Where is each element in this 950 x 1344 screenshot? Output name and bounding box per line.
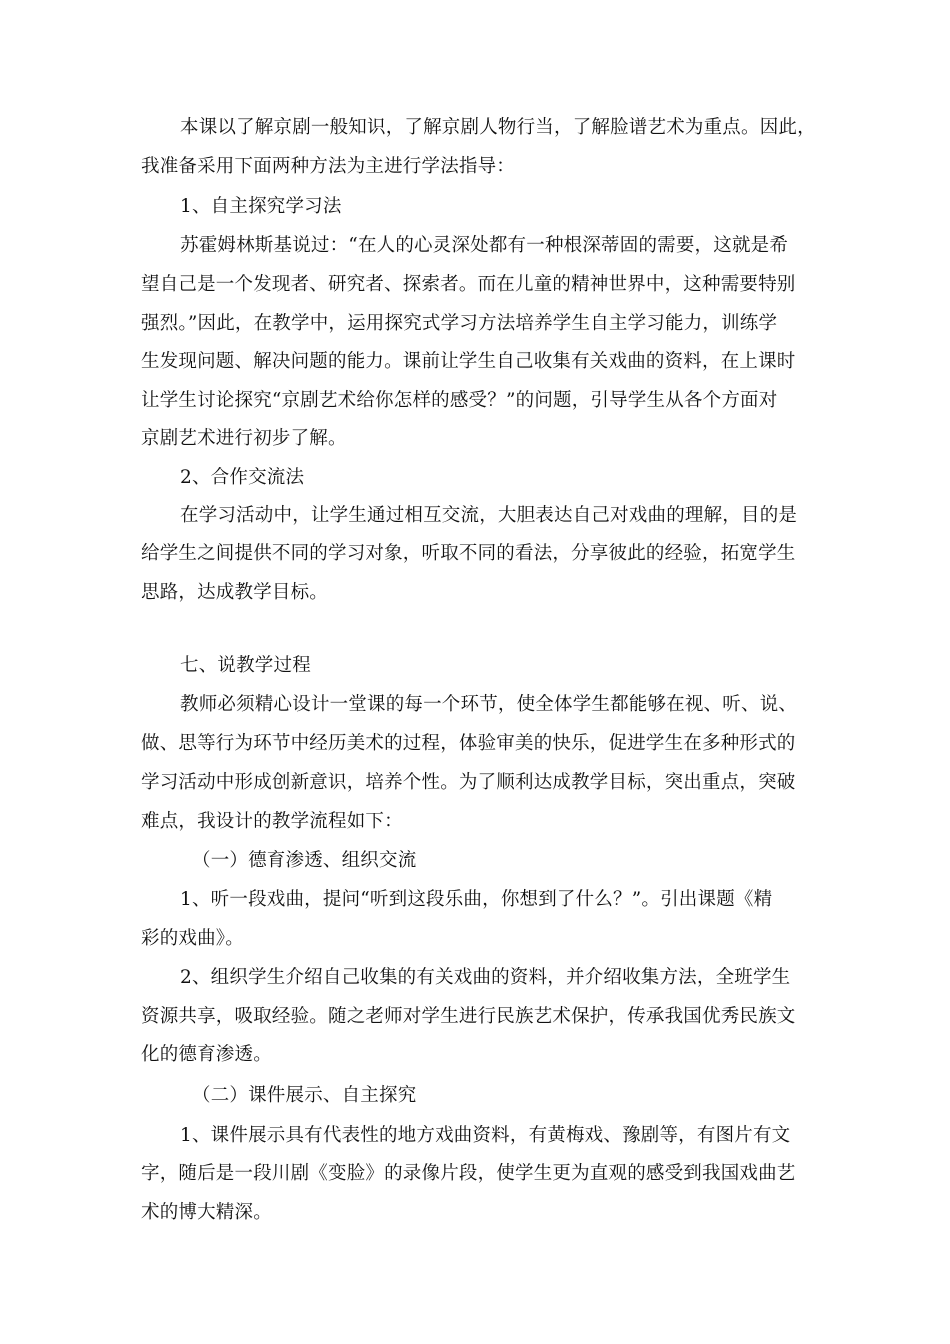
paragraph-line: 教师必须精心设计一堂课的每一个环节，使全体学生都能够在视、听、说、 — [180, 694, 798, 715]
paragraph-line: 在学习活动中，让学生通过相互交流，大胆表达自己对戏曲的理解，目的是 — [180, 505, 798, 526]
paragraph-line: 给学生之间提供不同的学习对象，听取不同的看法，分享彼此的经验，拓宽学生 — [141, 543, 796, 564]
paragraph-line: 学习活动中形成创新意识，培养个性。为了顺利达成教学目标，突出重点，突破 — [141, 772, 796, 793]
section-heading: 七、说教学过程 — [180, 655, 311, 676]
paragraph-line: 本课以了解京剧一般知识，了解京剧人物行当，了解脸谱艺术为重点。因此， — [180, 117, 816, 138]
subsection-heading: （一）德育渗透、组织交流 — [192, 850, 417, 871]
paragraph-line: 2、组织学生介绍自己收集的有关戏曲的资料，并介绍收集方法，全班学生 — [180, 967, 791, 988]
section-heading: 2、合作交流法 — [180, 467, 305, 488]
paragraph-line: 让学生讨论探究“京剧艺术给你怎样的感受？”的问题，引导学生从各个方面对 — [141, 390, 778, 411]
paragraph-line: 字，随后是一段川剧《变脸》的录像片段，使学生更为直观的感受到我国戏曲艺 — [141, 1163, 796, 1184]
paragraph-line: 苏霍姆林斯基说过：“在人的心灵深处都有一种根深蒂固的需要，这就是希 — [180, 235, 789, 256]
paragraph-line: 难点，我设计的教学流程如下： — [141, 811, 403, 832]
paragraph-line: 术的博大精深。 — [141, 1202, 272, 1223]
paragraph-line: 望自己是一个发现者、研究者、探索者。而在儿童的精神世界中，这种需要特别 — [141, 274, 796, 295]
paragraph-line: 强烈。”因此，在教学中，运用探究式学习方法培养学生自主学习能力，训练学 — [141, 313, 778, 334]
paragraph-line: 做、思等行为环节中经历美术的过程，体验审美的快乐，促进学生在多种形式的 — [141, 733, 796, 754]
paragraph-line: 彩的戏曲》。 — [141, 928, 244, 949]
paragraph-line: 化的德育渗透。 — [141, 1044, 272, 1065]
paragraph-line: 资源共享，吸取经验。随之老师对学生进行民族艺术保护，传承我国优秀民族文 — [141, 1006, 796, 1027]
paragraph-line: 1、听一段戏曲，提问“听到这段乐曲，你想到了什么？”。引出课题《精 — [180, 889, 773, 910]
section-heading: 1、自主探究学习法 — [180, 196, 342, 217]
subsection-heading: （二）课件展示、自主探究 — [192, 1085, 417, 1106]
paragraph-line: 京剧艺术进行初步了解。 — [141, 428, 347, 449]
paragraph-line: 1、课件展示具有代表性的地方戏曲资料，有黄梅戏、豫剧等，有图片有文 — [180, 1125, 791, 1146]
paragraph-line: 生发现问题、解决问题的能力。课前让学生自己收集有关戏曲的资料，在上课时 — [141, 351, 796, 372]
paragraph-line: 思路，达成教学目标。 — [141, 582, 329, 603]
paragraph-line: 我准备采用下面两种方法为主进行学法指导： — [141, 156, 516, 177]
